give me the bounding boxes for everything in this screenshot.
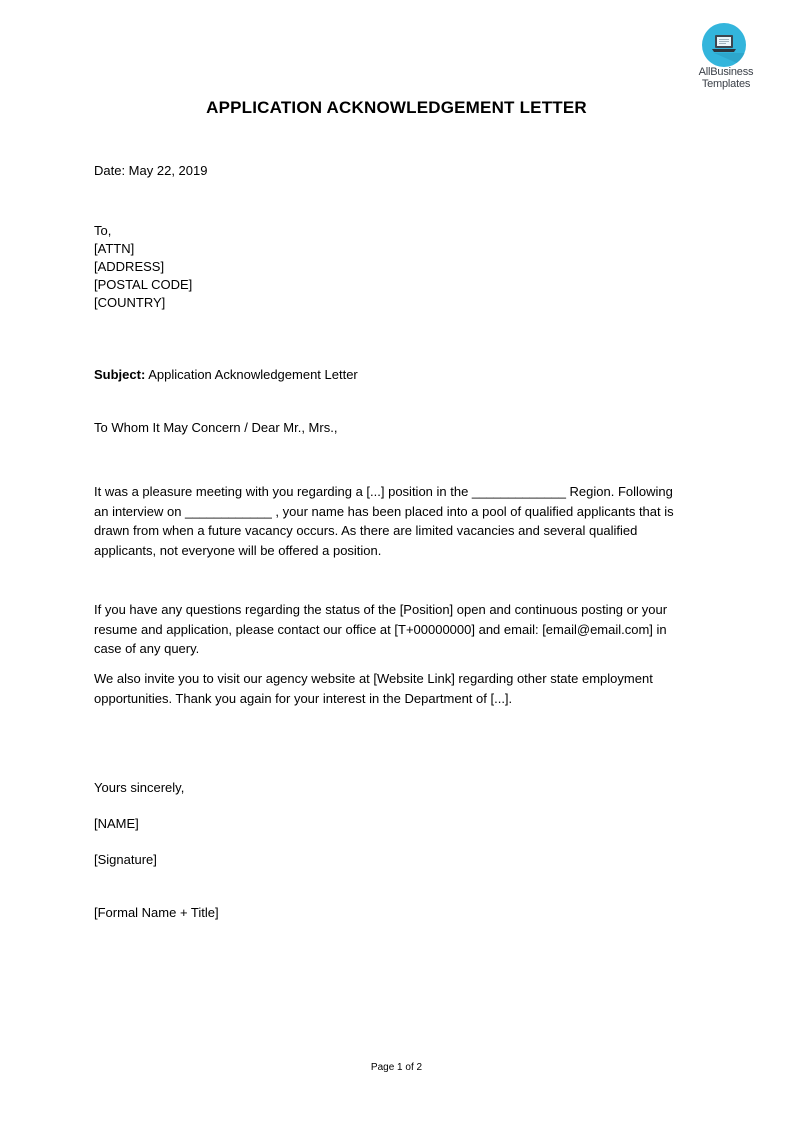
paragraph-2-line: resume and application, please contact our office at [T+00000000] and email: [email@email.com] in: [94, 621, 667, 637]
sender-name: [NAME]: [94, 816, 139, 831]
recipient-address: [ADDRESS]: [94, 259, 165, 274]
letter-date: Date: May 22, 2019: [94, 163, 208, 178]
recipient-attn: [ATTN]: [94, 241, 135, 256]
paragraph-1-line: drawn from when a future vacancy occurs. As there are limited vacancies and several qualified: [94, 523, 638, 538]
paragraph-2-line: If you have any questions regarding the status of the [Position] open and continuous posting or your: [94, 602, 668, 617]
paragraph-2: [94, 600, 706, 659]
allbusiness-templates-logo: [688, 21, 764, 97]
logo-line2: Templates: [701, 78, 751, 90]
paragraph-1-line: applicants, not everyone will be offered a position.: [94, 542, 382, 558]
page-number: Page 1 of 2: [370, 1062, 423, 1073]
paragraph-3-line: opportunities. Thank you again for your interest in the Department of [...].: [94, 690, 513, 706]
paragraph-1-line: It was a pleasure meeting with you regarding a [...] position in the _____________ Region. Following: [94, 484, 673, 499]
subject-label: Subject:: [94, 367, 146, 382]
recipient-country: [COUNTRY]: [94, 295, 166, 310]
signature-placeholder: [Signature]: [94, 852, 157, 867]
subject-line: [94, 365, 358, 384]
closing: Yours sincerely,: [94, 780, 185, 795]
paragraph-3-line: We also invite you to visit our agency website at [Website Link] regarding other state employment: [94, 671, 653, 686]
logo-line1: AllBusiness: [698, 66, 754, 78]
paragraph-1-line: an interview on ____________ , your name has been placed into a pool of qualified applicants that is: [94, 503, 674, 519]
subject-text: Application Acknowledgement Letter: [145, 367, 358, 382]
formal-name-title: [Formal Name + Title]: [94, 905, 219, 920]
recipient-to: To,: [94, 223, 112, 238]
paragraph-1: [94, 482, 706, 560]
recipient-postal-code: [POSTAL CODE]: [94, 277, 193, 292]
salutation: To Whom It May Concern / Dear Mr., Mrs.,: [94, 420, 338, 435]
laptop-icon: [702, 23, 746, 67]
paragraph-2-line: case of any query.: [94, 641, 200, 656]
letter-title: APPLICATION ACKNOWLEDGEMENT LETTER: [206, 98, 587, 117]
paragraph-3: [94, 669, 706, 708]
logo-wordmark: [688, 66, 764, 90]
